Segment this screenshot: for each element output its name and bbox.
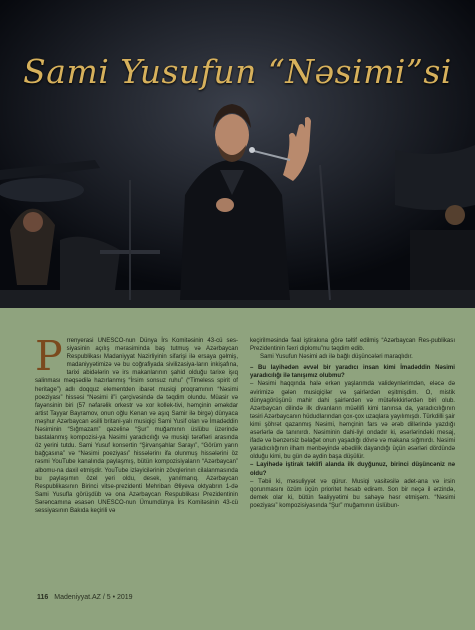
right-paragraph-2: Sami Yusufun Nəsimi adı ilə bağlı düşüncələri maraqlıdır. [260, 354, 413, 361]
interview-question-2: – Layihədə iştirak təklifi alanda ilk duyğunuz, birinci düşüncəniz nə oldu? [250, 462, 455, 477]
magazine-issue: Madeniyyat.AZ / 5 • 2019 [54, 594, 133, 601]
interview-answer-2: – Təbii ki, məsuliyyət və qürur. Musiqi vasitəsilə adet-ana və irsin qorunmasını özüm üçün prioritet hesab edirəm. Son bir neçə il ərzində, demek olar ki, bütün fəaliyyətimi bu sahəyə həsr etmişəm. “Nəsimi poeziyası” kompozisiyasında “Şur” muğamının üslübun- [250, 478, 455, 509]
interview-question-1: – Bu layihədən əvvəl bir yaradıcı insan kimi İmadəddin Nəsimi yaradıcılığı ilə tanışımız olubmu? [250, 365, 455, 380]
page-number: 116 [37, 594, 49, 601]
article-title: Sami Yusufun “Nəsimi”si [23, 52, 452, 91]
left-text-column [35, 332, 238, 515]
concert-photo [0, 0, 475, 308]
concert-photo-illustration [0, 0, 475, 308]
page-footer [37, 594, 133, 601]
right-paragraph-1: keçirilməsində fəal iştirakına görə təltif edilmiş “Azərbaycan Res-publikası Prezidentinin fəxri diplomu”nu təqdim edib. [250, 338, 455, 353]
left-column-text: rrenyerasi UNESCO-nun Dünya İrs Komitəsinin 43-cü ses-siyasinin açılış mərasiminda baş tutmuş və Azərbaycan Respublikası Madaniyyat Nazirliyinin sifarişi ilə ersaya gəlmiş, madaniyyətimizə və bu coğrafiyada sivilizasiya-ların inkişafına, tarixi abidələrin və irs makanlarının şahid olduğu tarixe işıq salinması məqsədilə hazırlanmış “İrsim sonsuz ruhu” (“Timeless spirit of heritage”) adlı doqquz elementden ibarət musiqi proqramının “Nəsimi poeziyası” hissəsi “Nəsimi il”i çərçivəsində də təqdim olundu. Müasir və fayənsinin biri (57 nəfarəlik orkestr və xor kollek-tivi, həmçinin əməkdar artist Tayyar Bayramov, onun oğlu Kenan və aşıq Samir ilə birgə) dünyaca məşhur Azərbaycan əsilli britani-yalı musiqiçi Sami Yusif olan və İmadəddin Nəsiminin “Sığmazam” qəzelinə “Şur” muğamının üslübu üzerində bastalanmış kompozisi-ya Nəsimi yaradıcılığı və musiqi tərəfləri arasında öz yerini tutdu. Sami Yusuf konsertin “Şirvanşahlar Sarayı”, “Görüm yarın bağçasına” və “Nəsimi poeziyası” hissələrinı ifa olunmuş hissələrini öz rəsmi YouTube kanalında paylaşmış, bütün kompozisiyaların “Azərbaycan” albomu-na daxil etmişdir. YouTube izləyicilərinin zövqlerinın cilalanmasında bu paylaşımın özel yeri oldu, desek, yanılmarıq. Azərbaycan Respublikasının Birinci vitse-prezidenti Mehriban Əliyeva oktyabrın 1-də Sami Yusufla görüşdüb və ona Azərbaycan Respublikası Prezidentinin Sərəncamına əsasən UNESCO-nun Ümumdünya İrs Komitəsinin 43-cü sessiyasının Bakıda keçirili və [35, 338, 238, 514]
drop-cap: P [35, 332, 63, 380]
interview-answer-1: – Nəsimi haqqında halə erkən yaşlarımda valideynlərimdən, eləcə də əvirimizə gələn musiqiçilər və şairlərdən eşitmişdim. O, mistik dünyagörüşünü mahir dahi şairlərdən və mütəfekkirlərdən biri olub. Azərbaycan dilində ilk divanların müəllifi kimi tanınsa da, yaradıcılığının təsiri Azərbaycanın hüdudlarından çox-çox uzaqlara yayılımışdı. Türkdilli şair kimi şöhrət qazanmış Nəsimi, həmçinin fars və ərəb dillərində yazdığı əsərlərlə də tanınırdı. Nəsiminin dahi-liyi ondadır ki, əsərlərindəki mesaj, ifadə və bənzersiz bəlağət onun yaşadığı dövrə və makana sığmırdı. Nəsimi yaradıcılığının ilham mənbəyində əbədilik dayandığı üçün əsərləri dördündə olduğu kimi, bu gün də aydin başa düşülür. [250, 381, 455, 461]
right-text-column [250, 337, 455, 510]
